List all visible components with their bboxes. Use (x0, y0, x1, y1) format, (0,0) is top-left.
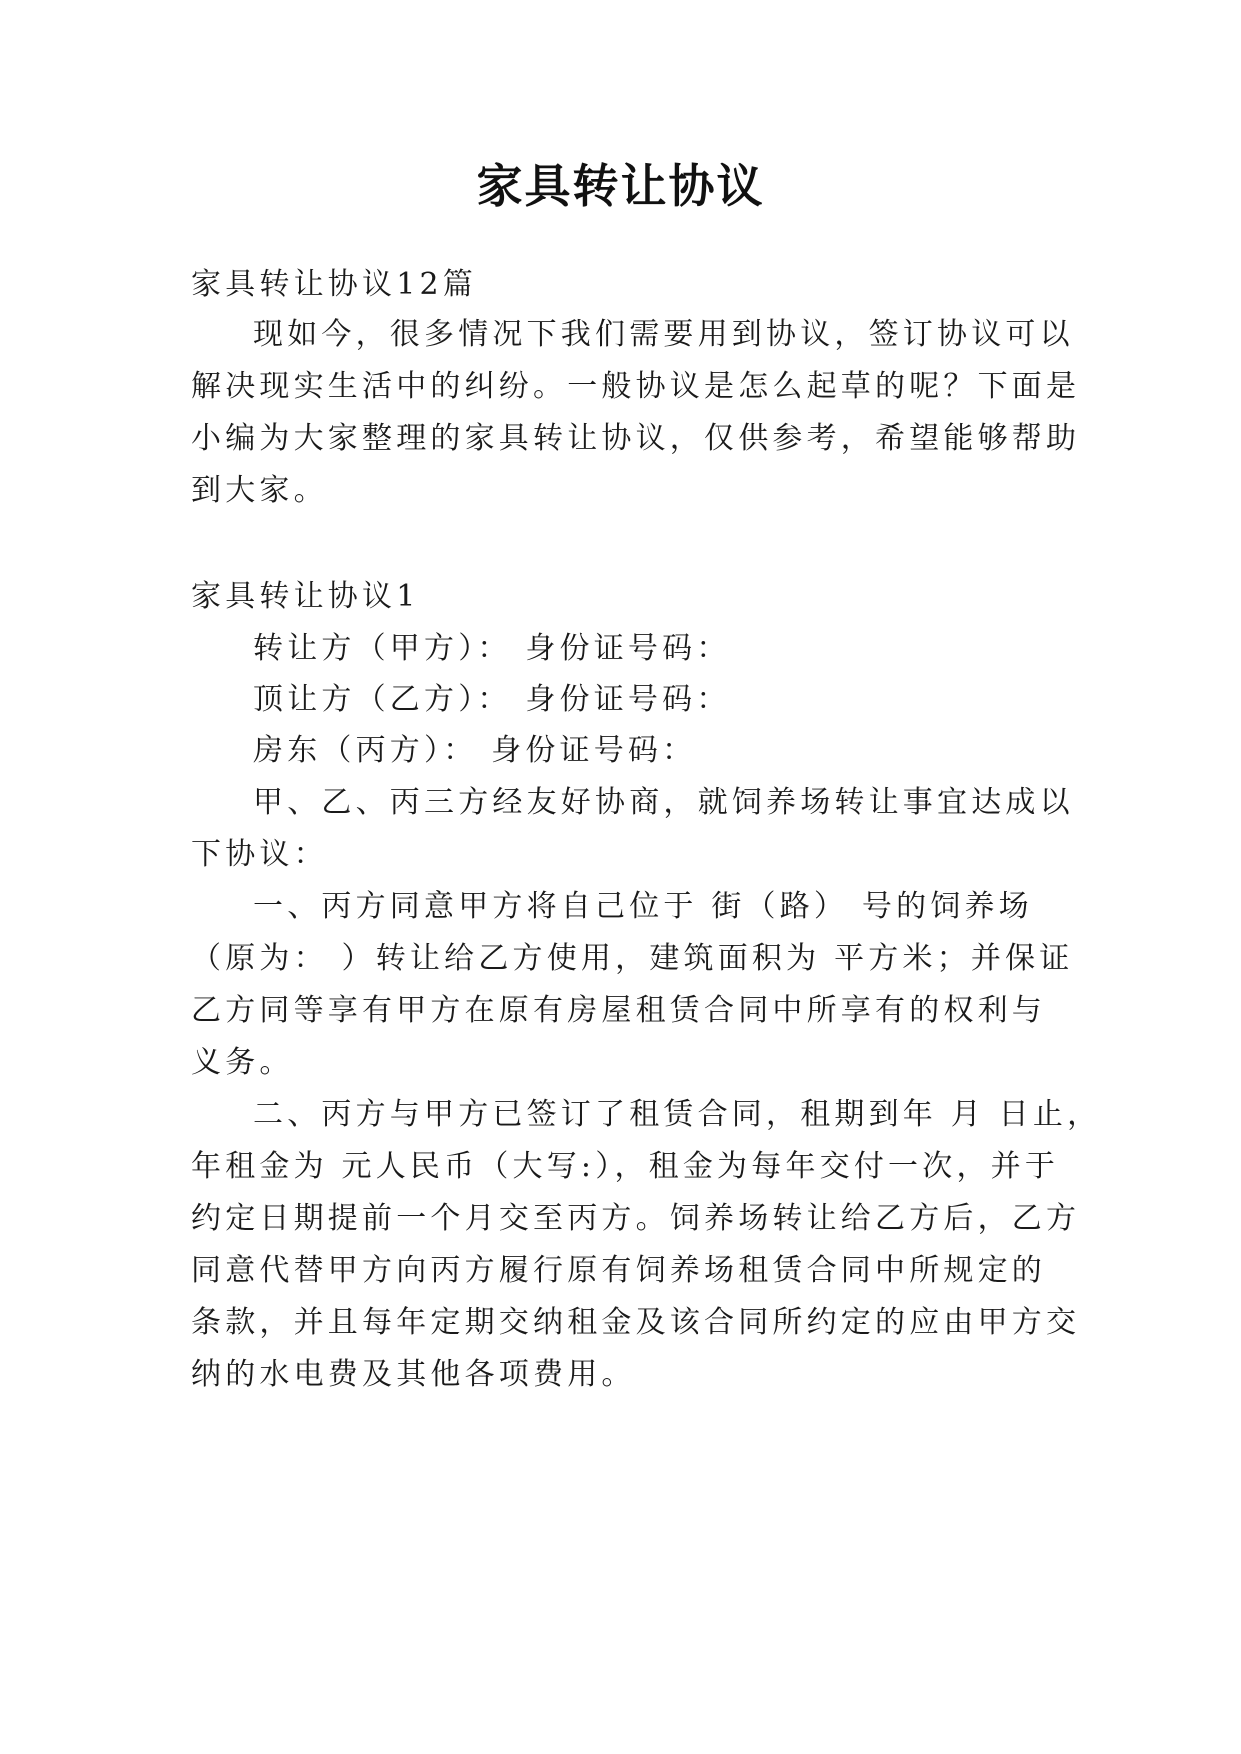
clause-2-line-2: 年租金为 元人民币（大写:），租金为每年交付一次，并于 (191, 1149, 1060, 1184)
subtitle-line: 家具转让协议12篇 (191, 267, 477, 302)
clause-2-line-4: 同意代替甲方向丙方履行原有饲养场租赁合同中所规定的 (191, 1253, 1046, 1288)
document-title: 家具转让协议 (476, 159, 765, 213)
clause-1-line-4: 义务。 (191, 1045, 294, 1080)
party-a-line: 转让方（甲方）： 身份证号码： (253, 631, 731, 666)
clause-2-line-1: 二、丙方与甲方已签订了租赁合同，租期到年 月 日止， (253, 1097, 1102, 1132)
agreement-intro-line-2: 下协议： (191, 837, 328, 872)
clause-1-line-2: （原为： ）转让给乙方使用，建筑面积为 平方米；并保证 (191, 941, 1074, 976)
agreement-intro-line-1: 甲、乙、丙三方经友好协商，就饲养场转让事宜达成以 (253, 785, 1074, 820)
clause-2-line-5: 条款，并且每年定期交纳租金及该合同所约定的应由甲方交 (191, 1305, 1081, 1340)
party-c-line: 房东（丙方）： 身份证号码： (253, 733, 697, 768)
intro-paragraph-line-3: 小编为大家整理的家具转让协议，仅供参考，希望能够帮助 (191, 421, 1081, 456)
intro-paragraph-line-4: 到大家。 (191, 473, 328, 508)
clause-2-line-3: 约定日期提前一个月交至丙方。饲养场转让给乙方后，乙方 (191, 1201, 1081, 1236)
clause-1-line-3: 乙方同等享有甲方在原有房屋租赁合同中所享有的权利与 (191, 993, 1046, 1028)
clause-1-line-1: 一、丙方同意甲方将自己位于 街（路） 号的饲养场 (253, 889, 1033, 924)
intro-paragraph-line-1: 现如今，很多情况下我们需要用到协议，签订协议可以 (253, 317, 1074, 352)
party-b-line: 顶让方（乙方）： 身份证号码： (253, 682, 731, 717)
section-heading-1: 家具转让协议1 (191, 579, 420, 614)
clause-2-line-6: 纳的水电费及其他各项费用。 (191, 1357, 636, 1392)
intro-paragraph-line-2: 解决现实生活中的纠纷。一般协议是怎么起草的呢？下面是 (191, 369, 1081, 404)
